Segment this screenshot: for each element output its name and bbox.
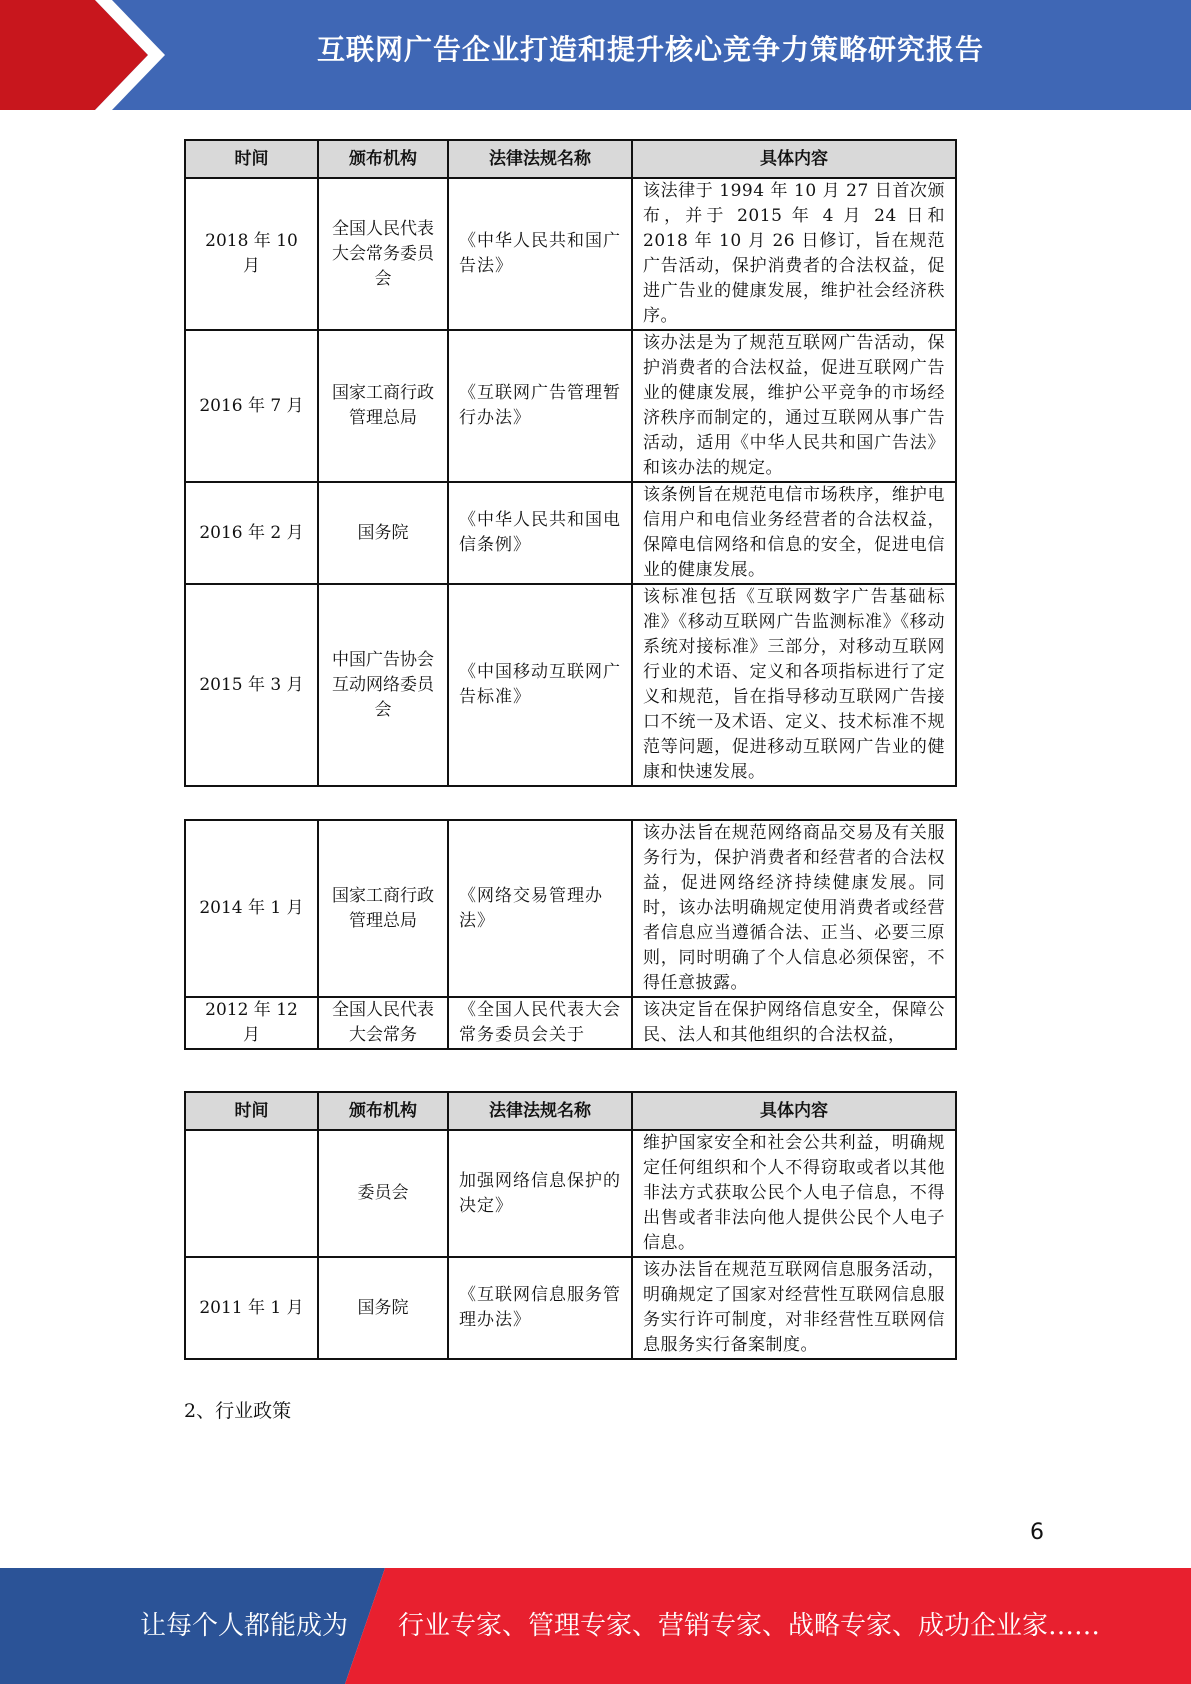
header-org: 颁布机构 (318, 1092, 448, 1130)
page-footer (0, 1568, 1191, 1684)
header-law-name: 法律法规名称 (448, 1092, 632, 1130)
header-time: 时间 (185, 140, 318, 178)
row-content: 该法律于 1994 年 10 月 27 日首次颁布，并于 2015 年 4 月 24 日和 2018 年 10 月 26 日修订，旨在规范广告活动，保护消费者的合法权益，促进广告业的健康发展，维护社会经济秩序。 (632, 178, 956, 330)
row-org: 全国人民代表大会常务 (318, 997, 448, 1049)
table-row (185, 178, 956, 330)
row-org: 国家工商行政管理总局 (318, 820, 448, 997)
table-row (185, 820, 956, 997)
row-law-name: 《互联网广告管理暂行办法》 (448, 330, 632, 482)
row-content: 该办法旨在规范互联网信息服务活动，明确规定了国家对经营性互联网信息服务实行许可制度，对非经营性互联网信息服务实行备案制度。 (632, 1257, 956, 1359)
table-row (185, 584, 956, 786)
row-content: 维护国家安全和社会公共利益，明确规定任何组织和个人不得窃取或者以其他非法方式获取公民个人电子信息，不得出售或者非法向他人提供公民个人电子信息。 (632, 1130, 956, 1257)
row-law-name: 加强网络信息保护的决定》 (448, 1130, 632, 1257)
row-date: 2011 年 1 月 (185, 1257, 318, 1359)
row-law-name: 《中华人民共和国电信条例》 (448, 482, 632, 584)
row-law-name: 《中国移动互联网广告标准》 (448, 584, 632, 786)
row-date (185, 1130, 318, 1257)
page-header (0, 0, 1191, 110)
regulations-table-2 (184, 819, 957, 1050)
row-content: 该决定旨在保护网络信息安全，保障公民、法人和其他组织的合法权益， (632, 997, 956, 1049)
table-row (185, 330, 956, 482)
table-row (185, 997, 956, 1049)
header-content: 具体内容 (632, 1092, 956, 1130)
section-heading: 2、行业政策 (184, 1400, 292, 1422)
regulations-table-1 (184, 139, 957, 787)
table-header-row (185, 1092, 956, 1130)
footer-slogan-left: 让每个人都能成为 (140, 1611, 349, 1641)
footer-slogan-right: 行业专家、管理专家、营销专家、战略专家、成功企业家…… (398, 1611, 1101, 1641)
row-law-name: 《网络交易管理办法》 (448, 820, 632, 997)
row-date: 2018 年 10 月 (185, 178, 318, 330)
row-date: 2012 年 12 月 (185, 997, 318, 1049)
page-number: 6 (1030, 1520, 1044, 1545)
row-date: 2016 年 7 月 (185, 330, 318, 482)
row-org: 国家工商行政管理总局 (318, 330, 448, 482)
header-org: 颁布机构 (318, 140, 448, 178)
row-law-name: 《互联网信息服务管理办法》 (448, 1257, 632, 1359)
row-date: 2014 年 1 月 (185, 820, 318, 997)
table-row (185, 1130, 956, 1257)
row-content: 该办法旨在规范网络商品交易及有关服务行为，保护消费者和经营者的合法权益，促进网络经济持续健康发展。同时，该办法明确规定使用消费者或经营者信息应当遵循合法、正当、必要三原则，同时明确了个人信息必须保密，不得任意披露。 (632, 820, 956, 997)
row-org: 全国人民代表大会常务委员会 (318, 178, 448, 330)
table-row (185, 1257, 956, 1359)
header-time: 时间 (185, 1092, 318, 1130)
row-content: 该办法是为了规范互联网广告活动，保护消费者的合法权益，促进互联网广告业的健康发展，维护公平竞争的市场经济秩序而制定的，通过互联网从事广告活动，适用《中华人民共和国广告法》和该办法的规定。 (632, 330, 956, 482)
row-date: 2015 年 3 月 (185, 584, 318, 786)
report-title: 互联网广告企业打造和提升核心竞争力策略研究报告 (316, 33, 984, 66)
header-content: 具体内容 (632, 140, 956, 178)
row-org: 国务院 (318, 482, 448, 584)
row-law-name: 《全国人民代表大会常务委员会关于 (448, 997, 632, 1049)
row-org: 中国广告协会互动网络委员会 (318, 584, 448, 786)
regulations-table-3 (184, 1091, 957, 1360)
row-content: 该标准包括《互联网数字广告基础标准》《移动互联网广告监测标准》《移动系统对接标准》三部分，对移动互联网行业的术语、定义和各项指标进行了定义和规范，旨在指导移动互联网广告接口不统一及术语、定义、技术标准不规范等问题，促进移动互联网广告业的健康和快速发展。 (632, 584, 956, 786)
row-content: 该条例旨在规范电信市场秩序，维护电信用户和电信业务经营者的合法权益，保障电信网络和信息的安全，促进电信业的健康发展。 (632, 482, 956, 584)
row-org: 委员会 (318, 1130, 448, 1257)
row-law-name: 《中华人民共和国广告法》 (448, 178, 632, 330)
table-row (185, 482, 956, 584)
header-law-name: 法律法规名称 (448, 140, 632, 178)
table-header-row (185, 140, 956, 178)
row-org: 国务院 (318, 1257, 448, 1359)
row-date: 2016 年 2 月 (185, 482, 318, 584)
